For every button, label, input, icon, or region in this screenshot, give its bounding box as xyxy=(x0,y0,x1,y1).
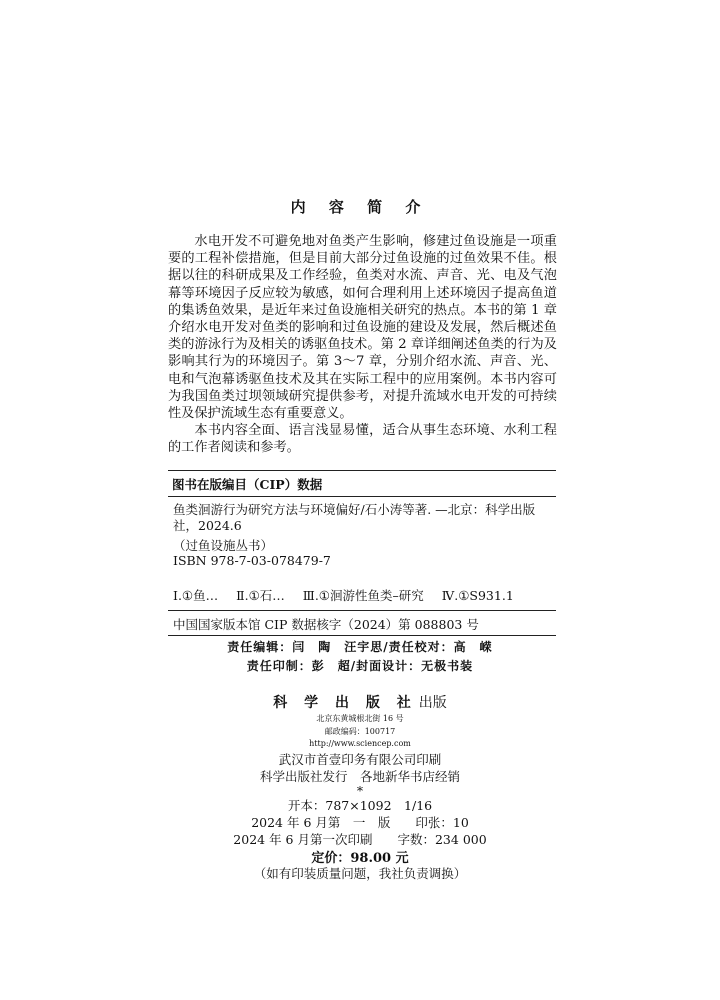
cip-bottom-rule xyxy=(168,635,556,636)
abstract xyxy=(168,233,557,457)
cip-heading: 图书在版编目（CIP）数据 xyxy=(172,477,323,492)
cip-heading-rule xyxy=(168,496,556,497)
publisher-url: http://www.sciencep.com xyxy=(309,739,411,748)
credits-line-1: 责任编辑：闫 陶 汪宇思/责任校对：高 嵘 xyxy=(227,640,493,654)
page-title: 内 容 简 介 xyxy=(290,198,430,216)
cip-top-rule xyxy=(168,470,556,471)
cip-series: （过鱼设施丛书） xyxy=(173,538,274,553)
format-line: 开本：787×1092 1/16 xyxy=(287,798,433,813)
cip-class-1: Ⅰ.①鱼… xyxy=(173,588,219,603)
printer: 武汉市首壹印务有限公司印刷 xyxy=(278,752,442,767)
cip-class-2: Ⅱ.①石… xyxy=(236,588,285,603)
edition-line: 2024 年 6 月第 一 版 印张：10 xyxy=(251,815,469,830)
cip-record-number: 中国国家版本馆 CIP 数据核字（2024）第 088803 号 xyxy=(173,617,479,632)
cip-bibliographic-line: 鱼类洄游行为研究方法与环境偏好/石小涛等著. —北京：科学出版社，2024.6 xyxy=(173,502,536,533)
price-line: 定价：98.00 元 xyxy=(311,851,409,866)
cip-classification xyxy=(173,586,528,604)
publisher-name xyxy=(0,692,720,712)
cip-class-3: Ⅲ.①洄游性鱼类–研究 xyxy=(302,588,424,603)
publisher-address: 北京东黄城根北街 16 号 xyxy=(316,714,404,723)
cip-middle-rule xyxy=(168,610,556,611)
publisher-postcode: 邮政编码：100717 xyxy=(324,727,396,736)
printing-line: 2024 年 6 月第一次印刷 字数：234 000 xyxy=(233,832,487,847)
publisher-name-text: 科 学 出 版 社 xyxy=(273,695,417,711)
credits-line-2: 责任印制：彭 超/封面设计：无极书装 xyxy=(246,659,474,673)
abstract-paragraph-2: 本书内容全面、语言浅显易懂，适合从事生态环境、水利工程的工作者阅读和参考。 xyxy=(168,423,557,456)
cip-isbn: ISBN 978-7-03-078479-7 xyxy=(173,553,331,568)
quality-notice: （如有印装质量问题，我社负责调换） xyxy=(253,866,467,881)
cip-block xyxy=(168,470,556,632)
abstract-paragraph-1: 水电开发不可避免地对鱼类产生影响，修建过鱼设施是一项重要的工程补偿措施，但是目前大部分过鱼设施的过鱼效果不佳。根据以往的科研成果及工作经验，鱼类对水流、声音、光、电及气泡幕等环境因子反应较为敏感，如何合理利用上述环境因子提高鱼道的集诱鱼效果，是近年来过鱼设施相关研究的热点。本书的第 1 章介绍水电开发对鱼类的影响和过鱼设施的建设及发展，然后概述鱼类的游泳行为及相关的诱驱鱼技术。第 2 章详细阐述鱼类的行为及影响其行为的环境因子。第 3～7 章，分别介绍水流、声音、光、电和气泡幕诱驱鱼技术及其在实际工程中的应用案例。本书内容可为我国鱼类过坝领域研究提供参考，对提升流域水电开发的可持续性及保护流域生态有重要意义。 xyxy=(168,234,557,422)
separator-star: * xyxy=(356,783,364,798)
publisher-suffix: 出版 xyxy=(418,695,447,711)
distribution: 科学出版社发行 各地新华书店经销 xyxy=(259,769,460,784)
cip-class-4: Ⅳ.①S931.1 xyxy=(441,588,514,603)
